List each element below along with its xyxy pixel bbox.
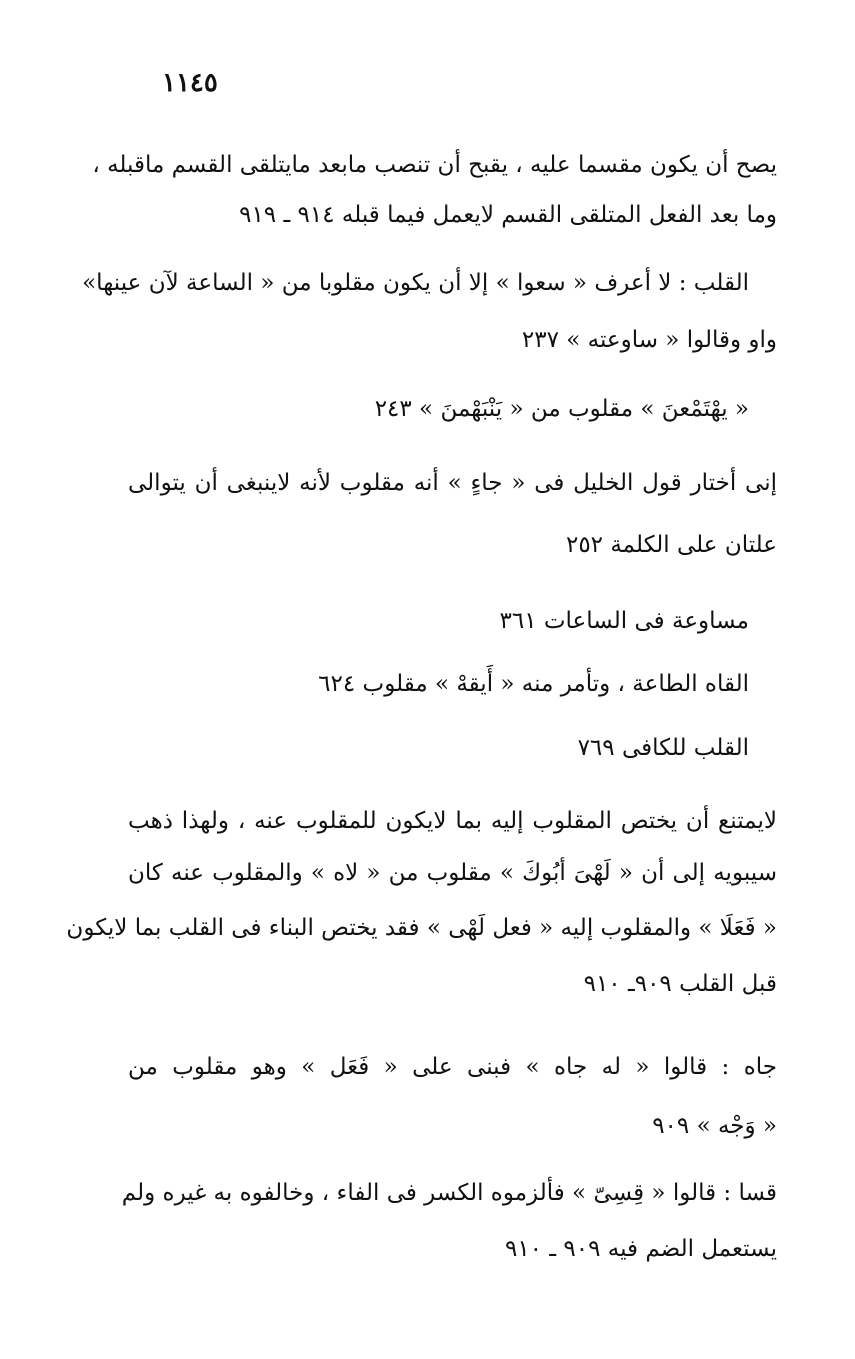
entry-line: واو وقالوا « ساوعته » ٢٣٧ xyxy=(521,327,777,353)
entry-line: « فَعَلَا » والمقلوب إليه « فعل لَهْى » فقد يختص البناء فى القلب بما لايكون xyxy=(66,915,777,941)
entry-line: وما بعد الفعل المتلقى القسم لايعمل فيما قبله ٩١٤ ـ ٩١٩ xyxy=(239,202,777,228)
page-number: ١١٤٥ xyxy=(162,68,218,98)
entry-line: علتان على الكلمة ٢٥٢ xyxy=(565,532,777,558)
entry-line: جاه : قالوا « له جاه » فبنى على « فَعَل » وهو مقلوب من xyxy=(128,1054,777,1080)
entry-line: « يهْتَمْعنَ » مقلوب من « يَنْبَهْمنَ » ٢٤٣ xyxy=(374,396,749,422)
entry-line: يصح أن يكون مقسما عليه ، يقبح أن تنصب مابعد مايتلقى القسم ماقبله ، xyxy=(92,152,777,178)
entry-line: قبل القلب ٩٠٩ـ ٩١٠ xyxy=(583,971,777,997)
entry-line: « وَجْه » ٩٠٩ xyxy=(652,1113,777,1139)
entry-line: القاه الطاعة ، وتأمر منه « أَيقهْ » مقلوب ٦٢٤ xyxy=(318,671,749,697)
entry-line: القلب : لا أعرف « سعوا » إلا أن يكون مقلوبا من « الساعة لآن عينها» xyxy=(82,270,749,296)
entry-line: يستعمل الضم فيه ٩٠٩ ـ ٩١٠ xyxy=(504,1236,777,1262)
entry-line: لايمتنع أن يختص المقلوب إليه بما لايكون للمقلوب عنه ، ولهذا ذهب xyxy=(128,808,777,834)
entry-line: سيبويه إلى أن « لَهْىَ أبُوكَ » مقلوب من « لاه » والمقلوب عنه كان xyxy=(128,860,777,886)
entry-line: القلب للكافى ٧٦٩ xyxy=(577,735,749,761)
entry-line: قسا : قالوا « قِسِىّ » فألزموه الكسر فى الفاء ، وخالفوه به غيره ولم xyxy=(121,1180,777,1206)
entry-line: إنى أختار قول الخليل فى « جاءٍ » أنه مقلوب لأنه لاينبغى أن يتوالى xyxy=(128,470,777,496)
entry-line: مساوعة فى الساعات ٣٦١ xyxy=(499,608,749,634)
